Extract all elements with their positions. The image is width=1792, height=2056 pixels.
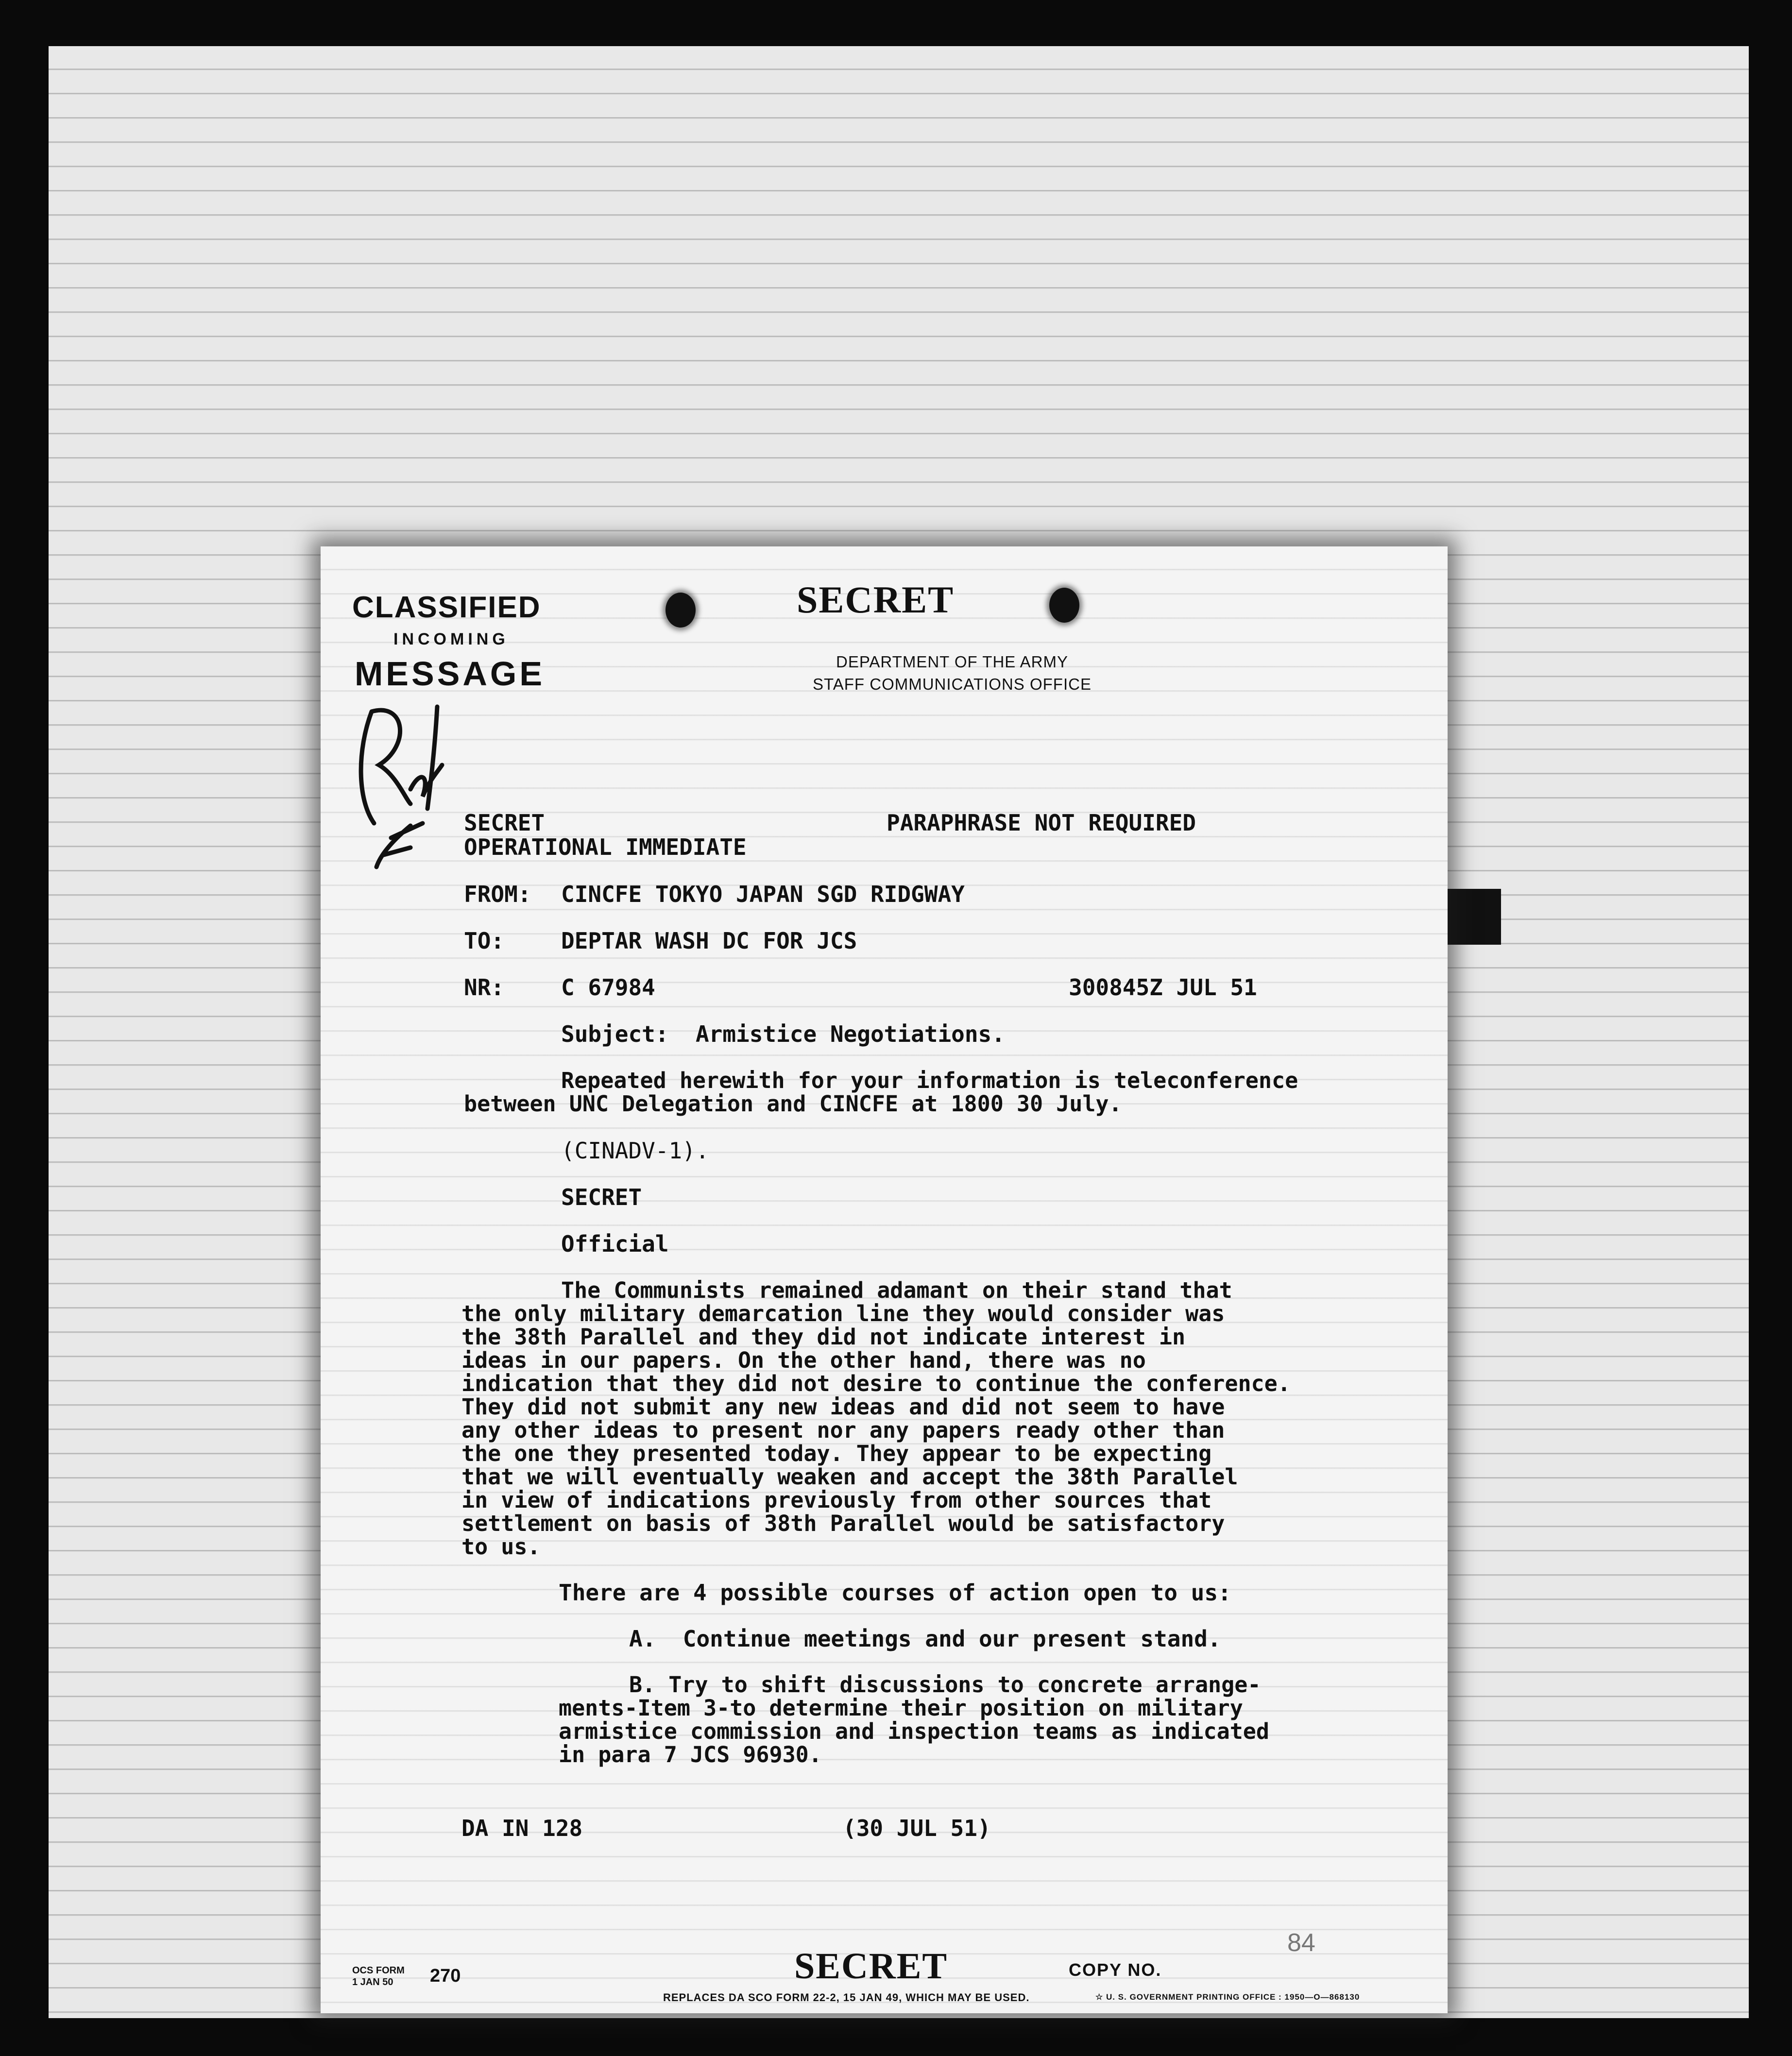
footer-secret: SECRET	[794, 1946, 948, 1987]
date-time-group: 300845Z JUL 51	[1069, 974, 1257, 1001]
binder-hole-left	[666, 593, 696, 628]
classified-heading: CLASSIFIED	[352, 591, 541, 624]
to-label: TO:	[464, 928, 505, 954]
precedence-line: OPERATIONAL IMMEDIATE	[464, 834, 747, 860]
courses-paragraph: There are 4 possible courses of action open to us:	[559, 1580, 1231, 1606]
official-marking: Official	[561, 1231, 669, 1257]
secret-marking: SECRET	[561, 1184, 642, 1210]
copy-number-label: COPY NO.	[1069, 1960, 1162, 1980]
reference-code: (CINADV-1).	[561, 1138, 709, 1164]
message-heading: MESSAGE	[355, 655, 546, 693]
from-value: CINCFE TOKYO JAPAN SGD RIDGWAY	[561, 881, 965, 907]
da-in-number: DA IN 128	[461, 1815, 583, 1841]
incoming-label: INCOMING	[393, 630, 509, 648]
office-label: STAFF COMMUNICATIONS OFFICE	[813, 675, 1092, 693]
subject-line: Subject: Armistice Negotiations.	[561, 1021, 1005, 1047]
reference-date: (30 JUL 51)	[843, 1815, 991, 1841]
nr-value: C 67984	[561, 974, 655, 1001]
department-label: DEPARTMENT OF THE ARMY	[836, 653, 1068, 671]
intro-paragraph: Repeated herewith for your information is teleconference between UNC Delegation and CINCFE at 1800 30 July.	[464, 1068, 1298, 1117]
secret-title: SECRET	[797, 578, 955, 621]
page-number: 84	[1287, 1929, 1315, 1957]
handwritten-initials-signature	[338, 692, 454, 877]
form-label: OCS FORM	[352, 1965, 405, 1976]
main-paragraph: The Communists remained adamant on their stand that the only military demarcation line they would consider was the 38th Parallel and they did not indicate interest in ideas in our papers. On the other hand, there was no indication that they did not desire to continue the conference. They did not submit any new ideas and did not seem to have any other ideas to present nor any papers ready other than the one they presented today. They appear to be expecting that we will eventually weaken and accept the 38th Parallel in view of indications previously from other sources that settlement on basis of 38th Parallel would be satisfactory to us.	[461, 1277, 1291, 1560]
course-item-a: A. Continue meetings and our present stand.	[629, 1626, 1221, 1652]
message-sheet	[321, 546, 1448, 2013]
paraphrase-note: PARAPHRASE NOT REQUIRED	[887, 810, 1196, 836]
form-date: 1 JAN 50	[352, 1977, 393, 1988]
classification-line: SECRET	[464, 810, 545, 836]
replaces-note: REPLACES DA SCO FORM 22-2, 15 JAN 49, WHICH MAY BE USED.	[663, 1991, 1030, 2004]
binder-hole-right	[1049, 588, 1079, 623]
printing-office-note: ☆ U. S. GOVERNMENT PRINTING OFFICE : 1950—O—868130	[1095, 1992, 1360, 2002]
nr-label: NR:	[464, 974, 505, 1001]
from-label: FROM:	[464, 881, 531, 907]
form-number: 270	[430, 1966, 461, 1986]
to-value: DEPTAR WASH DC FOR JCS	[561, 928, 857, 954]
course-item-b: B. Try to shift discussions to concrete arrange- ments-Item 3-to determine their position on military armistice commission and inspection teams as indicated in para 7 JCS 96930.	[559, 1672, 1269, 1767]
